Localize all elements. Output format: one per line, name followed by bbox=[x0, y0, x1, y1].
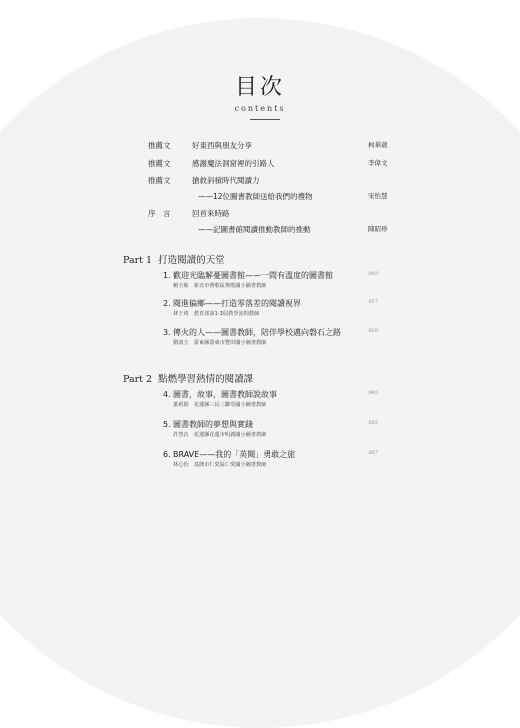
foreword-label: 序 言 bbox=[148, 209, 171, 218]
part-heading bbox=[123, 252, 225, 266]
chapter-entry[interactable] bbox=[163, 449, 378, 468]
foreword-title: 搶救斜槓時代閱讀力 bbox=[192, 176, 260, 185]
chapter-title: 圖書教師的夢想與實踐 bbox=[173, 420, 253, 429]
chapter-title: 傳火的人——圖書教師，陪伴學校邁向磐石之路 bbox=[173, 328, 341, 337]
chapter-number: 6. bbox=[163, 450, 171, 459]
foreword-label: 推薦文 bbox=[148, 159, 171, 168]
page-subtitle: contents bbox=[234, 104, 286, 113]
chapter-author: 林心怡 基隆市仁愛區仁愛國小圖書教師 bbox=[173, 462, 267, 468]
chapter-number: 3. bbox=[163, 328, 171, 337]
chapter-entry[interactable] bbox=[163, 327, 378, 346]
chapter-page: 017 bbox=[368, 299, 378, 305]
part-label: Part 1 bbox=[123, 255, 153, 266]
chapter-title: 圖書，故事，圖書教師說故事 bbox=[173, 390, 277, 399]
foreword-author: 陳昭珍 bbox=[368, 225, 388, 233]
chapter-page: 003 bbox=[368, 271, 378, 277]
part-heading bbox=[123, 371, 253, 385]
chapter-author: 許慧貞 花蓮縣花蓮市明義國小圖書教師 bbox=[173, 432, 267, 438]
chapter-page: 045 bbox=[368, 390, 378, 396]
foreword-label: 推薦文 bbox=[148, 141, 171, 150]
part-title: 點燃學習熱情的閱讀課 bbox=[158, 374, 254, 385]
title-divider bbox=[250, 119, 280, 120]
chapter-author: 劉淑玉 臺東縣臺東市豐田國小圖書教師 bbox=[173, 340, 267, 346]
chapter-entry[interactable] bbox=[163, 270, 378, 289]
page-title: 目次 bbox=[234, 75, 285, 100]
chapter-entry[interactable] bbox=[163, 419, 378, 438]
chapter-title: BRAVE——我的「英閱」勇敢之旅 bbox=[173, 450, 296, 459]
part-label: Part 2 bbox=[123, 374, 153, 385]
chapter-author: 林于靖 教育部第1-3屆教學訪問教師 bbox=[173, 311, 260, 317]
chapter-author: 葉莉娟 花蓮縣三民三聯崇國小圖書教師 bbox=[173, 402, 267, 408]
chapter-number: 4. bbox=[163, 390, 171, 399]
part-title: 打造閱讀的天堂 bbox=[158, 255, 225, 266]
chapter-entry[interactable] bbox=[163, 298, 378, 317]
foreword-title: 回首來時路 bbox=[192, 209, 230, 218]
foreword-title: ——記圖書館閱讀推動教師的推動 bbox=[198, 225, 311, 234]
foreword-author: 李偉文 bbox=[368, 159, 388, 167]
foreword-author: 柯華葳 bbox=[368, 141, 388, 149]
chapter-page: 029 bbox=[368, 328, 378, 334]
chapter-entry[interactable] bbox=[163, 389, 378, 408]
chapter-number: 1. bbox=[163, 271, 171, 280]
chapter-title: 歡迎光臨解憂圖書館——一間有溫度的圖書館 bbox=[173, 271, 333, 280]
chapter-page: 055 bbox=[368, 420, 378, 426]
foreword-title: 好東西與朋友分享 bbox=[192, 141, 252, 150]
chapter-number: 2. bbox=[163, 299, 171, 308]
chapter-author: 賴玉敏 新北市鶯歌區鶯歌國小圖書教師 bbox=[173, 283, 267, 289]
foreword-title: ——12位圖書教師送給我們的禮物 bbox=[198, 192, 313, 201]
foreword-author: 宋怡慧 bbox=[368, 192, 388, 200]
foreword-label: 推薦文 bbox=[148, 176, 171, 185]
foreword-title: 感謝魔法洞窟裡的引路人 bbox=[192, 159, 275, 168]
chapter-number: 5. bbox=[163, 420, 171, 429]
chapter-title: 閱進偏鄉——打造零落差的閱讀視界 bbox=[173, 299, 301, 308]
chapter-page: 067 bbox=[368, 450, 378, 456]
